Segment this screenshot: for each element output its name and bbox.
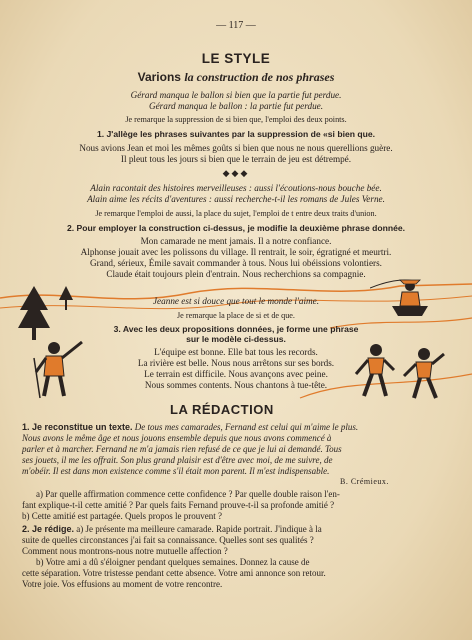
exercise-2-sentence: Mon camarade ne ment jamais. Il a notre confiance. bbox=[140, 236, 332, 246]
exercise-2-sentence: Grand, sérieux, Émile savait commander à tous. Nous lui obéissions volontiers. bbox=[90, 258, 382, 268]
section-title: LE STYLE bbox=[201, 51, 271, 66]
exercise-1-sentence: Nous avions Jean et moi les mêmes goûts si bien que nous ne nous querellions guère. bbox=[79, 143, 393, 153]
example-2b: Alain aime les récits d'aventures : aussi recherche-t-il les romans de Jules Verne. bbox=[87, 194, 385, 204]
exercise-3-sentence: Nous sommes contents. Nous chantons à tue-tête. bbox=[144, 380, 328, 390]
questions bbox=[22, 489, 452, 522]
r1-text: parler et à marcher. Fernand ne m'a jamais rien refusé de ce que je lui ai demandé. Tous bbox=[22, 444, 342, 454]
r2-text: suite de quelles circonstances j'ai fait sa connaissance. Quelles sont ses qualités ? bbox=[22, 535, 314, 545]
separator-diamonds: ◆◆◆ bbox=[222, 168, 250, 178]
r1-label: 1. Je reconstitue un texte. bbox=[22, 422, 133, 432]
exercise-2-title: 2. Pour employer la construction ci-dessus, je modifie la deuxième phrase donnée. bbox=[66, 223, 406, 233]
exercise-3-sentence: La rivière est belle. Nous nous arrêtons sur ses bords. bbox=[137, 358, 335, 368]
subtitle-italic: la construction de nos phrases bbox=[184, 70, 335, 84]
remark-1: Je remarque la suppression de si bien que, l'emploi des deux points. bbox=[125, 115, 347, 124]
r2-text: Votre joie. Vos effusions au moment de votre rencontre. bbox=[22, 579, 223, 589]
example-1b: Gérard manqua le ballon : la partie fut perdue. bbox=[148, 101, 324, 111]
r1-text: m'obéir. Il est dans mon existence comme s'il était mon parent. Il m'est indispensable. bbox=[22, 466, 330, 476]
r2-text: cette séparation. Votre tristesse pendant cette absence. Votre ami annonce son retour. bbox=[22, 568, 326, 578]
example-1a: Gérard manqua le ballon si bien que la partie fut perdue. bbox=[130, 90, 342, 100]
example-2a: Alain racontait des histoires merveilleuses : aussi l'écoutions-nous bouche bée. bbox=[90, 183, 382, 193]
redaction-title: LA RÉDACTION bbox=[170, 402, 274, 417]
r2-text: b) Votre ami a dû s'éloigner pendant quelques semaines. Donnez la cause de bbox=[36, 557, 310, 567]
exercise-1-sentence: Il pleut tous les jours si bien que le terrain de jeu est détrempé. bbox=[120, 154, 352, 164]
exercise-2-sentence: Alphonse jouait avec les polissons du village. Il rentrait, le soir, égratigné et meurtri. bbox=[80, 247, 392, 257]
author-credit: B. Crémieux. bbox=[340, 477, 389, 486]
r2-label: 2. Je rédige. bbox=[22, 524, 75, 534]
page-number: — 117 — bbox=[216, 20, 256, 31]
redaction-exercise-2 bbox=[22, 524, 452, 590]
example-3: Jeanne est si douce que tout le monde l'aime. bbox=[152, 296, 320, 306]
redaction-exercise-1 bbox=[22, 422, 452, 477]
question-b: b) Cette amitié est partagée. Quels propos le prouvent ? bbox=[22, 511, 222, 521]
r1-text: ses jouets, il me les offrait. Son plus grand plaisir est d'être avec moi, de me suivre, de bbox=[22, 455, 333, 465]
remark-2: Je remarque l'emploi de aussi, la place du sujet, l'emploi de t entre deux traits d'union. bbox=[95, 209, 377, 218]
exercise-3-sentence: L'équipe est bonne. Elle bat tous les records. bbox=[154, 347, 318, 357]
r2-text: Comment nous montrons-nous notre mutuelle affection ? bbox=[22, 546, 228, 556]
exercise-2-sentence: Claude était toujours plein d'entrain. Nous recherchions sa compagnie. bbox=[106, 269, 366, 279]
exercise-3-sentence: Le terrain est difficile. Nous avançons avec peine. bbox=[144, 369, 328, 379]
exercise-1-title: 1. J'allège les phrases suivantes par la suppression de «si bien que. bbox=[96, 129, 376, 139]
question-a: a) Par quelle affirmation commence cette confidence ? Par quelle double raison l'en- bbox=[36, 489, 340, 499]
section-subtitle bbox=[0, 70, 472, 85]
question-a-cont: fant explique-t-il cette amitié ? Par quels faits Fernand prouve-t-il sa profonde amitié ? bbox=[22, 500, 335, 510]
remark-3: Je remarque la place de si et de que. bbox=[177, 311, 295, 320]
subtitle-bold: Varions bbox=[137, 70, 181, 84]
r2-text: a) Je présente ma meilleure camarade. Rapide portrait. J'indique à la bbox=[76, 524, 322, 534]
r1-text: Nous avons le même âge et nous jouons ensemble depuis que nous avons commencé à bbox=[22, 433, 332, 443]
r1-text: De tous mes camarades, Fernand est celui qui m'aime le plus. bbox=[134, 422, 359, 432]
exercise-3-title: 3. Avec les deux propositions données, je forme une phrase bbox=[113, 324, 359, 334]
exercise-3-title-cont: sur le modèle ci-dessus. bbox=[186, 334, 286, 344]
